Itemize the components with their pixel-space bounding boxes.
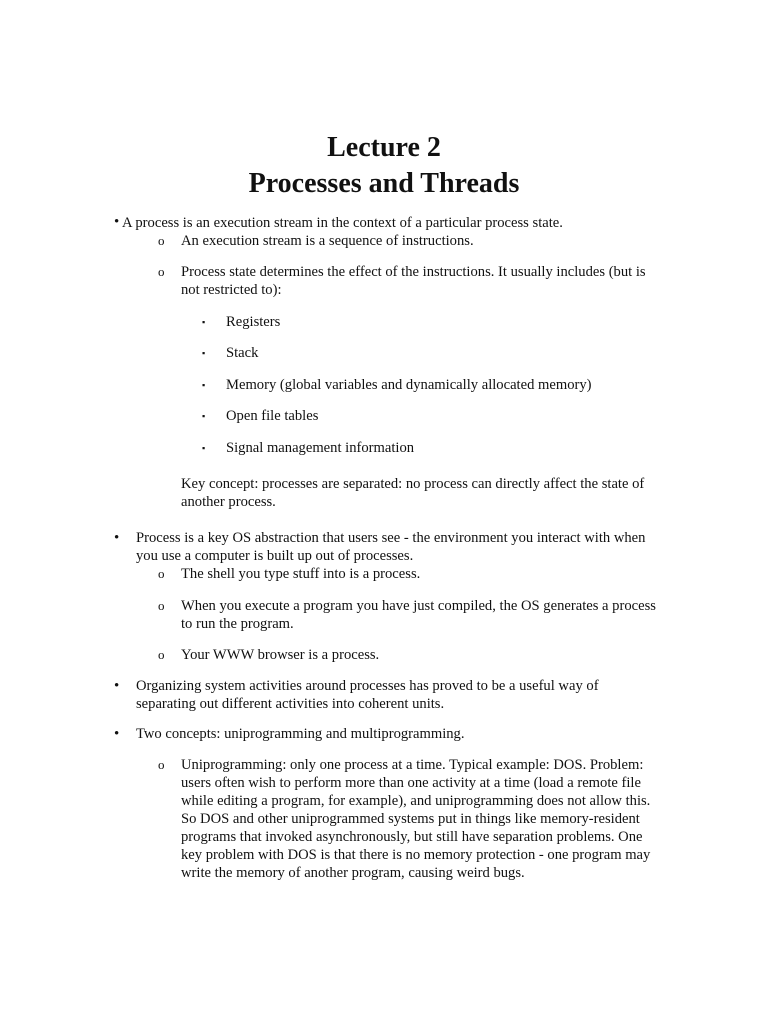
sub-shell-process: The shell you type stuff into is a process. bbox=[181, 566, 421, 582]
list-item-memory: Memory (global variables and dynamically allocated memory) bbox=[226, 377, 592, 393]
square-bullet-marker: ▪ bbox=[202, 411, 206, 421]
bullet-marker: • bbox=[114, 530, 120, 546]
item-organizing-line2: separating out different activities into coherent units. bbox=[136, 696, 445, 712]
bullet-marker: • bbox=[114, 678, 120, 694]
lecture-topic-title: Processes and Threads bbox=[248, 168, 520, 199]
sub-compiled-program-line2: to run the program. bbox=[181, 616, 294, 632]
item-os-abstraction-line1: Process is a key OS abstraction that users see - the environment you interact with when bbox=[136, 530, 646, 546]
list-item-registers: Registers bbox=[226, 314, 281, 330]
sub-www-browser: Your WWW browser is a process. bbox=[181, 647, 380, 663]
uniprogramming-line: Uniprogramming: only one process at a time. Typical example: DOS. Problem: bbox=[181, 757, 644, 773]
item-process-definition: A process is an execution stream in the context of a particular process state. bbox=[122, 215, 563, 231]
square-bullet-marker: ▪ bbox=[202, 380, 206, 390]
uniprogramming-line: programs that invoked asynchronously, but still have separation problems. One bbox=[181, 829, 643, 845]
square-bullet-marker: ▪ bbox=[202, 443, 206, 453]
key-concept-line2: another process. bbox=[181, 494, 276, 510]
sub-bullet-marker: o bbox=[158, 598, 165, 613]
sub-process-state-line1: Process state determines the effect of the instructions. It usually includes (but is bbox=[181, 264, 646, 280]
sub-execution-stream: An execution stream is a sequence of instructions. bbox=[181, 233, 474, 249]
bullet-marker: • bbox=[114, 214, 120, 230]
uniprogramming-line: users often wish to perform more than one activity at a time (load a remote file bbox=[181, 775, 641, 791]
list-item-signal-management: Signal management information bbox=[226, 440, 415, 456]
list-item-open-file-tables: Open file tables bbox=[226, 408, 319, 424]
list-item-stack: Stack bbox=[226, 345, 259, 361]
square-bullet-marker: ▪ bbox=[202, 348, 206, 358]
square-bullet-marker: ▪ bbox=[202, 317, 206, 327]
sub-bullet-marker: o bbox=[158, 647, 165, 662]
sub-compiled-program-line1: When you execute a program you have just compiled, the OS generates a process bbox=[181, 598, 656, 614]
key-concept-line1: Key concept: processes are separated: no process can directly affect the state of bbox=[181, 476, 645, 492]
sub-process-state-line2: not restricted to): bbox=[181, 282, 282, 298]
sub-bullet-marker: o bbox=[158, 264, 165, 279]
bullet-marker: • bbox=[114, 726, 120, 742]
uniprogramming-line: So DOS and other uniprogrammed systems put in things like memory-resident bbox=[181, 811, 640, 827]
uniprogramming-line: while editing a program, for example), and uniprogramming does not allow this. bbox=[181, 793, 651, 809]
item-two-concepts: Two concepts: uniprogramming and multiprogramming. bbox=[136, 726, 465, 742]
item-os-abstraction-line2: you use a computer is built up out of processes. bbox=[136, 548, 414, 564]
sub-bullet-marker: o bbox=[158, 757, 165, 772]
item-organizing-line1: Organizing system activities around processes has proved to be a useful way of bbox=[136, 678, 599, 694]
sub-bullet-marker: o bbox=[158, 566, 165, 581]
uniprogramming-line: key problem with DOS is that there is no memory protection - one program may bbox=[181, 847, 651, 863]
sub-bullet-marker: o bbox=[158, 233, 165, 248]
uniprogramming-line: write the memory of another program, causing weird bugs. bbox=[181, 865, 525, 881]
lecture-number-title: Lecture 2 bbox=[327, 132, 441, 163]
